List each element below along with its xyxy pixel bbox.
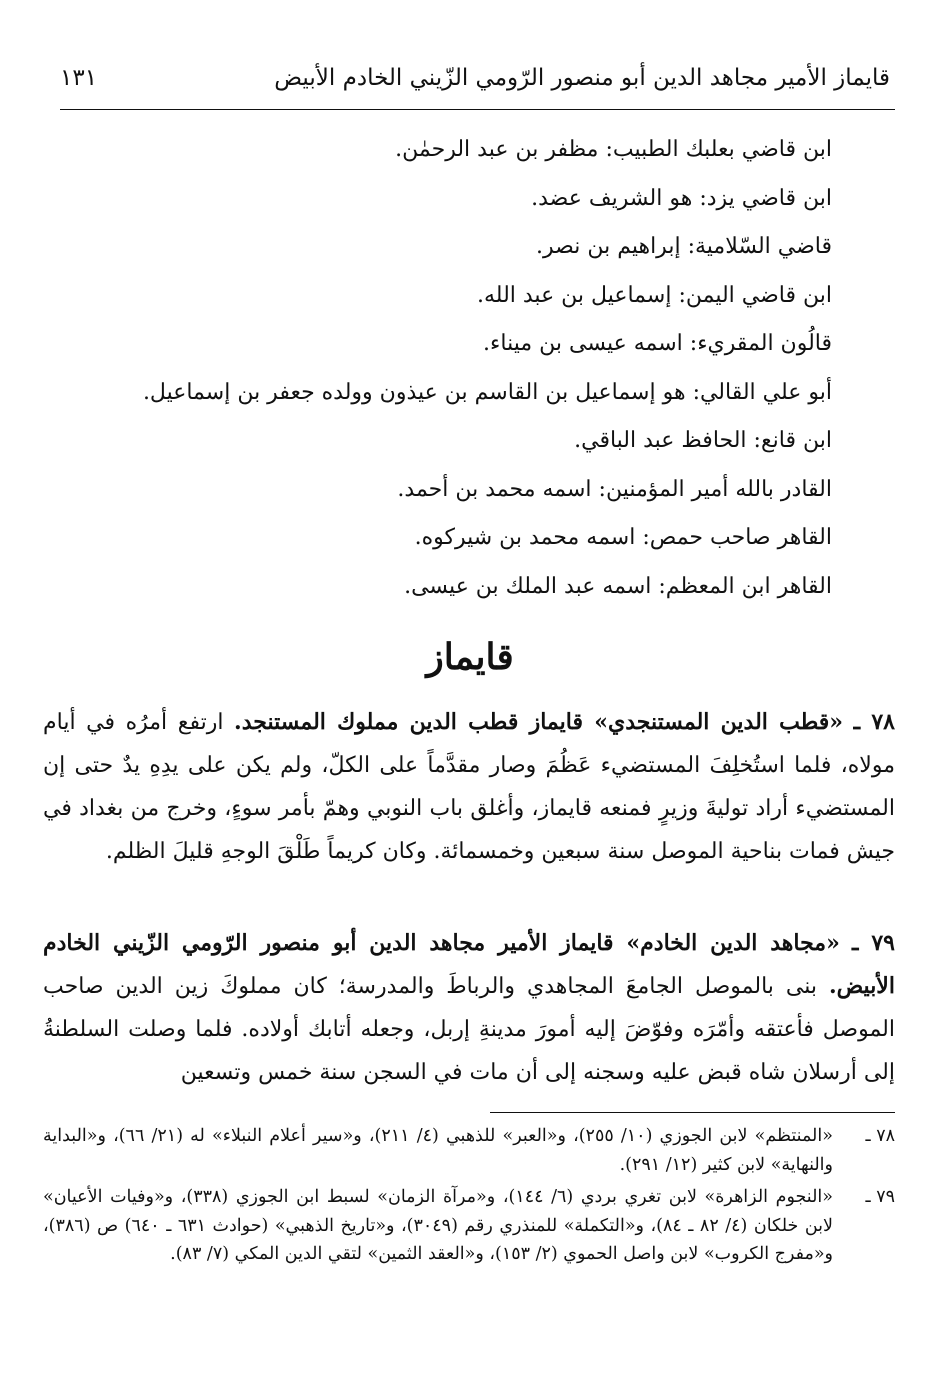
entry-value: إبراهيم بن نصر. — [536, 234, 681, 259]
entry-value: اسمه محمد بن أحمد. — [397, 476, 592, 502]
entry-value: اسمه محمد بن شيركوه. — [414, 525, 636, 550]
entry-label: قاضي السّلامية: — [687, 234, 832, 259]
entry-label: ابن قانع: — [753, 428, 832, 453]
footnote — [43, 1122, 895, 1179]
footnotes — [43, 1122, 895, 1273]
entry-number: ٧٩ ـ — [852, 930, 895, 956]
entry-value: هو الشريف عضد. — [531, 185, 693, 211]
entry-label: قالُون المقريء: — [689, 331, 832, 356]
entry-label: القادر بالله أمير المؤمنين: — [598, 476, 832, 502]
footnote-text: «النجوم الزاهرة» لابن تغري بردي (٦/ ١٤٤)، و«مرآة الزمان» لسبط ابن الجوزي (٣٣٨)، و«وفيات الأعيان» لابن خلكان (٤/ ٨٢ ـ ٨٤)، و«التكملة» للمنذري رقم (٣٠٤٩)، و«تاريخ الذهبي» (حوادث ٦٣١ ـ ٦٤٠) ص (٣٨٦)، و«مفرج الكروب» لابن واصل الحموي (٢/ ١٥٣)، و«العقد الثمين» لتقي الدين المكي (٧/ ٨٣). — [43, 1187, 833, 1264]
entry-value: الحافظ عبد الباقي. — [574, 428, 747, 453]
cross-reference-list — [72, 126, 832, 611]
list-item — [72, 563, 832, 612]
list-item — [72, 369, 832, 418]
footnote-number: ٧٩ ـ — [865, 1187, 895, 1207]
entry-number: ٧٨ ـ — [853, 709, 895, 735]
biography-entry — [43, 922, 895, 1094]
footnote-separator — [490, 1112, 895, 1113]
entry-value: إسماعيل بن عبد الله. — [477, 282, 672, 308]
list-item — [72, 417, 832, 466]
list-item — [72, 223, 832, 272]
list-item — [72, 514, 832, 563]
running-header — [60, 58, 890, 98]
entry-label: القاهر ابن المعظم: — [658, 573, 832, 599]
entry-title: «قطب الدين المستنجدي» قايماز قطب الدين مملوك المستنجد. — [234, 709, 844, 735]
entry-label: القاهر صاحب حمص: — [642, 525, 832, 550]
list-item — [72, 175, 832, 224]
entry-label: ابن قاضي بعلبك الطبيب: — [605, 137, 832, 162]
entry-label: ابن قاضي اليمن: — [678, 282, 832, 308]
entry-value: اسمه عيسى بن ميناء. — [483, 331, 683, 356]
list-item — [72, 272, 832, 321]
header-rule — [60, 109, 895, 110]
section-heading: قايماز — [426, 636, 514, 678]
entry-value: هو إسماعيل بن القاسم بن عيذون وولده جعفر بن إسماعيل. — [142, 379, 686, 405]
page-number: ١٣١ — [60, 65, 98, 91]
footnote-text: «المنتظم» لابن الجوزي (١٠/ ٢٥٥)، و«العبر» للذهبي (٤/ ٢١١)، و«سير أعلام النبلاء» له (٢١/ ٦٦)، و«البداية والنهاية» لابن كثير (١٢/ ٢٩١). — [43, 1126, 833, 1175]
entry-title: «مجاهد الدين الخادم» قايماز الأمير مجاهد الدين أبو منصور الرّومي الزّيني الخادم الأبيض. — [43, 930, 895, 999]
entry-label: ابن قاضي يزد: — [699, 185, 832, 211]
list-item — [72, 466, 832, 515]
footnote-number: ٧٨ ـ — [865, 1126, 895, 1146]
running-title: قايماز الأمير مجاهد الدين أبو منصور الرّومي الزّيني الخادم الأبيض — [274, 65, 890, 91]
list-item — [72, 320, 832, 369]
entry-text: بنى بالموصل الجامعَ المجاهدي والرباطَ والمدرسة؛ كان مملوكَ زين الدين صاحب الموصل فأعتقه وأمّرَه وفوّضَ إليه أمورَ مدينةِ إربل، وجعله أتابك أولاده. فلما وصلت السلطنةُ إلى أرسلان شاه قبض عليه وسجنه إلى أن مات في السجن سنة خمس وتسعين — [43, 974, 895, 1085]
entry-text: ارتفع أمرُه في أيام مولاه، فلما استُخلِفَ المستضيء عَظُمَ وصار مقدَّماً على الكلّ، ولم يكن على يدِهِ يدٌ حتى إن المستضيء أراد توليةَ وزيرٍ فمنعه قايماز، وأغلق باب النوبي وهمّ بأمر سوءٍ، وخرج من بغداد في جيش فمات بناحية الموصل سنة سبعين وخمسمائة. وكان كريماً طَلْقَ الوجهِ قليلَ الظلم. — [43, 710, 895, 864]
entry-value: اسمه عبد الملك بن عيسى. — [404, 573, 652, 599]
biography-entry — [43, 701, 895, 873]
list-item — [72, 126, 832, 175]
footnote — [43, 1183, 895, 1269]
entry-label: أبو علي القالي: — [692, 379, 832, 405]
entry-value: مظفر بن عبد الرحمٰن. — [395, 137, 599, 162]
